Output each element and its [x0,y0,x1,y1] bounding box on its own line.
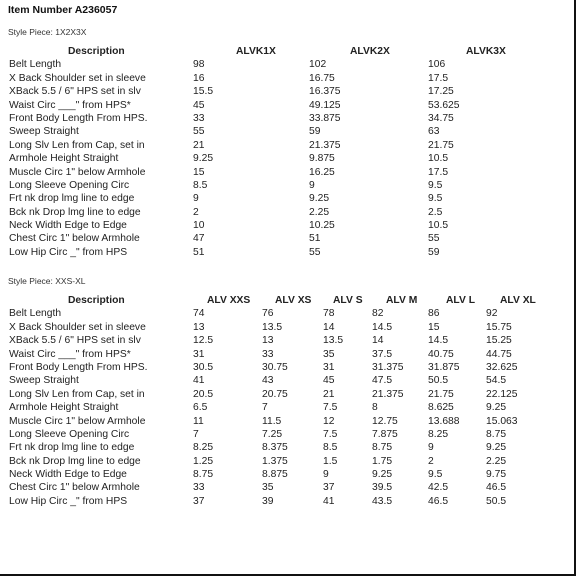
measurement-value: 30.75 [262,361,288,373]
table-row [0,139,576,152]
measurement-value: 1.375 [262,455,288,467]
measurement-value: 12 [323,415,335,427]
measurement-description: Neck Width Edge to Edge [9,220,127,232]
column-header-description: Description [68,46,125,57]
measurement-value: 16.375 [309,86,341,98]
measurement-value: 8.625 [428,402,454,414]
table-row [0,348,576,361]
measurement-description: Long Sleeve Opening Circ [9,428,130,440]
measurement-value: 10.25 [309,220,335,232]
measurement-description: Low Hip Circ _" from HPS [9,495,128,507]
measurement-value: 14.5 [428,335,449,347]
measurement-value: 13.5 [262,321,283,333]
measurement-value: 9 [428,442,434,454]
measurement-description: XBack 5.5 / 6" HPS set in slv [9,86,141,98]
style-piece-label: Style Piece: XXS-XL [8,276,86,286]
measurement-description: Muscle Circ 1" below Armhole [9,166,146,178]
measurement-value: 12.75 [372,415,398,427]
measurement-value: 55 [428,233,440,245]
measurement-description: Long Slv Len from Cap, set in [9,388,145,400]
measurement-value: 82 [372,308,384,320]
column-header-size: ALVK1X [236,46,276,57]
measurement-value: 106 [428,59,446,71]
table-row [0,361,576,374]
measurement-value: 8.875 [262,469,288,481]
table-row [0,468,576,481]
measurement-value: 47 [193,233,205,245]
measurement-description: XBack 5.5 / 6" HPS set in slv [9,335,141,347]
table-row [0,481,576,494]
measurement-value: 9.25 [486,402,507,414]
measurement-value: 7.5 [323,402,338,414]
measurement-value: 11.5 [262,415,282,427]
measurement-value: 8 [372,402,378,414]
measurement-description: Waist Circ ___" from HPS* [9,99,131,111]
measurement-description: Front Body Length From HPS. [9,361,148,373]
measurement-description: Front Body Length From HPS. [9,112,148,124]
measurement-value: 21 [193,139,205,151]
measurement-value: 20.75 [262,388,288,400]
measurement-value: 15 [193,166,205,178]
measurement-value: 17.25 [428,86,454,98]
item-number: Item Number A236057 [8,4,118,16]
measurement-description: Long Slv Len from Cap, set in [9,139,145,151]
measurement-value: 98 [193,59,205,71]
measurement-value: 35 [323,348,335,360]
measurement-description: Armhole Height Straight [9,153,119,165]
measurement-value: 21.375 [372,388,404,400]
table-row [0,246,576,259]
measurement-value: 16.25 [309,166,335,178]
measurement-value: 8.375 [262,442,288,454]
measurement-value: 47.5 [372,375,393,387]
measurement-value: 9.25 [309,193,330,205]
measurement-value: 10 [193,220,205,232]
measurement-value: 9.25 [193,153,214,165]
measurement-value: 55 [193,126,205,138]
measurement-value: 15.5 [193,86,214,98]
measurement-value: 14.5 [372,321,393,333]
measurement-description: Chest Circ 1" below Armhole [9,482,140,494]
column-header-size: ALV XS [275,295,312,306]
measurement-value: 9 [323,469,329,481]
measurement-value: 10.5 [428,153,449,165]
measurement-value: 11 [193,415,204,427]
table-row [0,58,576,71]
table-row [0,179,576,192]
measurement-value: 7 [193,428,199,440]
measurement-value: 6.5 [193,402,208,414]
measurement-description: Long Sleeve Opening Circ [9,179,130,191]
measurement-value: 50.5 [486,495,507,507]
measurement-value: 9 [193,193,199,205]
measurement-value: 15.75 [486,321,512,333]
measurement-value: 45 [323,375,335,387]
measurement-value: 9 [309,179,315,191]
measurement-description: X Back Shoulder set in sleeve [9,321,146,333]
measurement-description: Frt nk drop lmg line to edge [9,442,135,454]
measurement-value: 74 [193,308,205,320]
measurement-value: 2 [428,455,434,467]
measurement-value: 31.875 [428,361,460,373]
measurement-description: Belt Length [9,59,62,71]
table-row [0,495,576,508]
table-row [0,441,576,454]
measurement-value: 9.5 [428,179,443,191]
table-row [0,334,576,347]
measurement-value: 7 [262,402,268,414]
measurement-description: Bck nk Drop lmg line to edge [9,206,141,218]
measurement-description: Chest Circ 1" below Armhole [9,233,140,245]
measurement-value: 54.5 [486,375,507,387]
measurement-value: 7.875 [372,428,398,440]
measurement-value: 63 [428,126,440,138]
table-row [0,125,576,138]
measurement-value: 33.875 [309,112,341,124]
measurement-value: 37.5 [372,348,393,360]
measurement-value: 33 [262,348,274,360]
measurement-value: 8.5 [193,179,208,191]
measurement-description: Waist Circ ___" from HPS* [9,348,131,360]
column-header-size: ALV L [446,295,475,306]
measurement-value: 8.5 [323,442,338,454]
measurement-value: 22.125 [486,388,518,400]
column-header-size: ALVK2X [350,46,390,57]
measurement-value: 21 [323,388,335,400]
measurement-value: 92 [486,308,498,320]
measurement-value: 39 [262,495,274,507]
measurement-value: 37 [323,482,335,494]
column-header-size: ALVK3X [466,46,506,57]
table-row [0,428,576,441]
measurement-value: 2 [193,206,199,218]
measurement-value: 59 [309,126,321,138]
measurement-description: Belt Length [9,308,62,320]
measurement-value: 9.25 [486,442,507,454]
column-header-size: ALV XXS [207,295,251,306]
measurement-value: 20.5 [193,388,214,400]
measurement-value: 2.25 [486,455,507,467]
measurement-value: 9.875 [309,153,335,165]
measurement-value: 12.5 [193,335,214,347]
measurement-value: 13.5 [323,335,344,347]
table-row [0,374,576,387]
measurement-value: 53.625 [428,99,460,111]
measurement-value: 9.5 [428,469,443,481]
table-header-row [0,45,576,58]
measurement-value: 21.75 [428,388,454,400]
table-row [0,401,576,414]
measurement-value: 50.5 [428,375,449,387]
measurement-value: 2.5 [428,206,443,218]
measurement-value: 1.75 [372,455,393,467]
column-header-size: ALV M [386,295,418,306]
size-table-regular [0,294,576,508]
measurement-value: 8.25 [428,428,449,440]
measurement-value: 14 [372,335,384,347]
measurement-value: 1.5 [323,455,338,467]
measurement-value: 33 [193,482,205,494]
measurement-value: 15.25 [486,335,512,347]
measurement-value: 9.75 [486,469,507,481]
measurement-description: Sweep Straight [9,126,79,138]
measurement-value: 7.5 [323,428,338,440]
measurement-value: 10.5 [428,220,449,232]
measurement-value: 9.5 [428,193,443,205]
measurement-value: 78 [323,308,335,320]
measurement-description: Muscle Circ 1" below Armhole [9,415,146,427]
measurement-value: 42.5 [428,482,449,494]
measurement-value: 43 [262,375,274,387]
measurement-value: 46.5 [428,495,449,507]
measurement-value: 32.625 [486,361,518,373]
measurement-value: 7.25 [262,428,283,440]
measurement-value: 86 [428,308,440,320]
measurement-value: 31 [323,361,335,373]
table-row [0,232,576,245]
measurement-value: 55 [309,246,321,258]
measurement-description: Neck Width Edge to Edge [9,469,127,481]
measurement-value: 41 [193,375,205,387]
table-row [0,192,576,205]
measurement-value: 51 [193,246,205,258]
table-row [0,85,576,98]
measurement-value: 37 [193,495,205,507]
table-row [0,219,576,232]
measurement-value: 21.375 [309,139,341,151]
measurement-description: Armhole Height Straight [9,402,119,414]
measurement-value: 40.75 [428,348,454,360]
table-row [0,388,576,401]
measurement-value: 76 [262,308,274,320]
measurement-value: 8.75 [486,428,507,440]
table-row [0,415,576,428]
measurement-value: 8.75 [372,442,393,454]
column-header-description: Description [68,295,125,306]
measurement-value: 43.5 [372,495,393,507]
table-header-row [0,294,576,307]
measurement-value: 31.375 [372,361,404,373]
measurement-value: 17.5 [428,166,449,178]
measurement-value: 13 [193,321,205,333]
measurement-value: 17.5 [428,72,449,84]
measurement-value: 41 [323,495,335,507]
table-row [0,206,576,219]
measurement-value: 21.75 [428,139,454,151]
size-table-plus [0,45,576,259]
table-row [0,112,576,125]
measurement-description: Frt nk drop lmg line to edge [9,193,135,205]
measurement-value: 9.25 [372,469,393,481]
table-row [0,152,576,165]
table-row [0,307,576,320]
measurement-value: 30.5 [193,361,214,373]
measurement-value: 13 [262,335,274,347]
measurement-value: 34.75 [428,112,454,124]
measurement-value: 49.125 [309,99,341,111]
measurement-value: 8.25 [193,442,214,454]
measurement-value: 15.063 [486,415,518,427]
measurement-value: 1.25 [193,455,214,467]
measurement-value: 16.75 [309,72,335,84]
measurement-value: 102 [309,59,327,71]
measurement-value: 8.75 [193,469,214,481]
measurement-value: 13.688 [428,415,460,427]
measurement-description: Sweep Straight [9,375,79,387]
measurement-description: Bck nk Drop lmg line to edge [9,455,141,467]
column-header-size: ALV XL [500,295,536,306]
measurement-value: 14 [323,321,335,333]
table-row [0,166,576,179]
measurement-value: 44.75 [486,348,512,360]
measurement-value: 31 [193,348,205,360]
table-row [0,321,576,334]
measurement-value: 45 [193,99,205,111]
table-row [0,72,576,85]
table-row [0,455,576,468]
measurement-value: 59 [428,246,440,258]
measurement-value: 16 [193,72,205,84]
style-piece-label: Style Piece: 1X2X3X [8,27,87,37]
measurement-description: X Back Shoulder set in sleeve [9,72,146,84]
column-header-size: ALV S [333,295,363,306]
table-row [0,99,576,112]
measurement-value: 2.25 [309,206,330,218]
measurement-value: 46.5 [486,482,507,494]
measurement-value: 51 [309,233,321,245]
measurement-description: Low Hip Circ _" from HPS [9,246,128,258]
measurement-value: 35 [262,482,274,494]
measurement-value: 15 [428,321,440,333]
measurement-value: 33 [193,112,205,124]
measurement-value: 39.5 [372,482,393,494]
